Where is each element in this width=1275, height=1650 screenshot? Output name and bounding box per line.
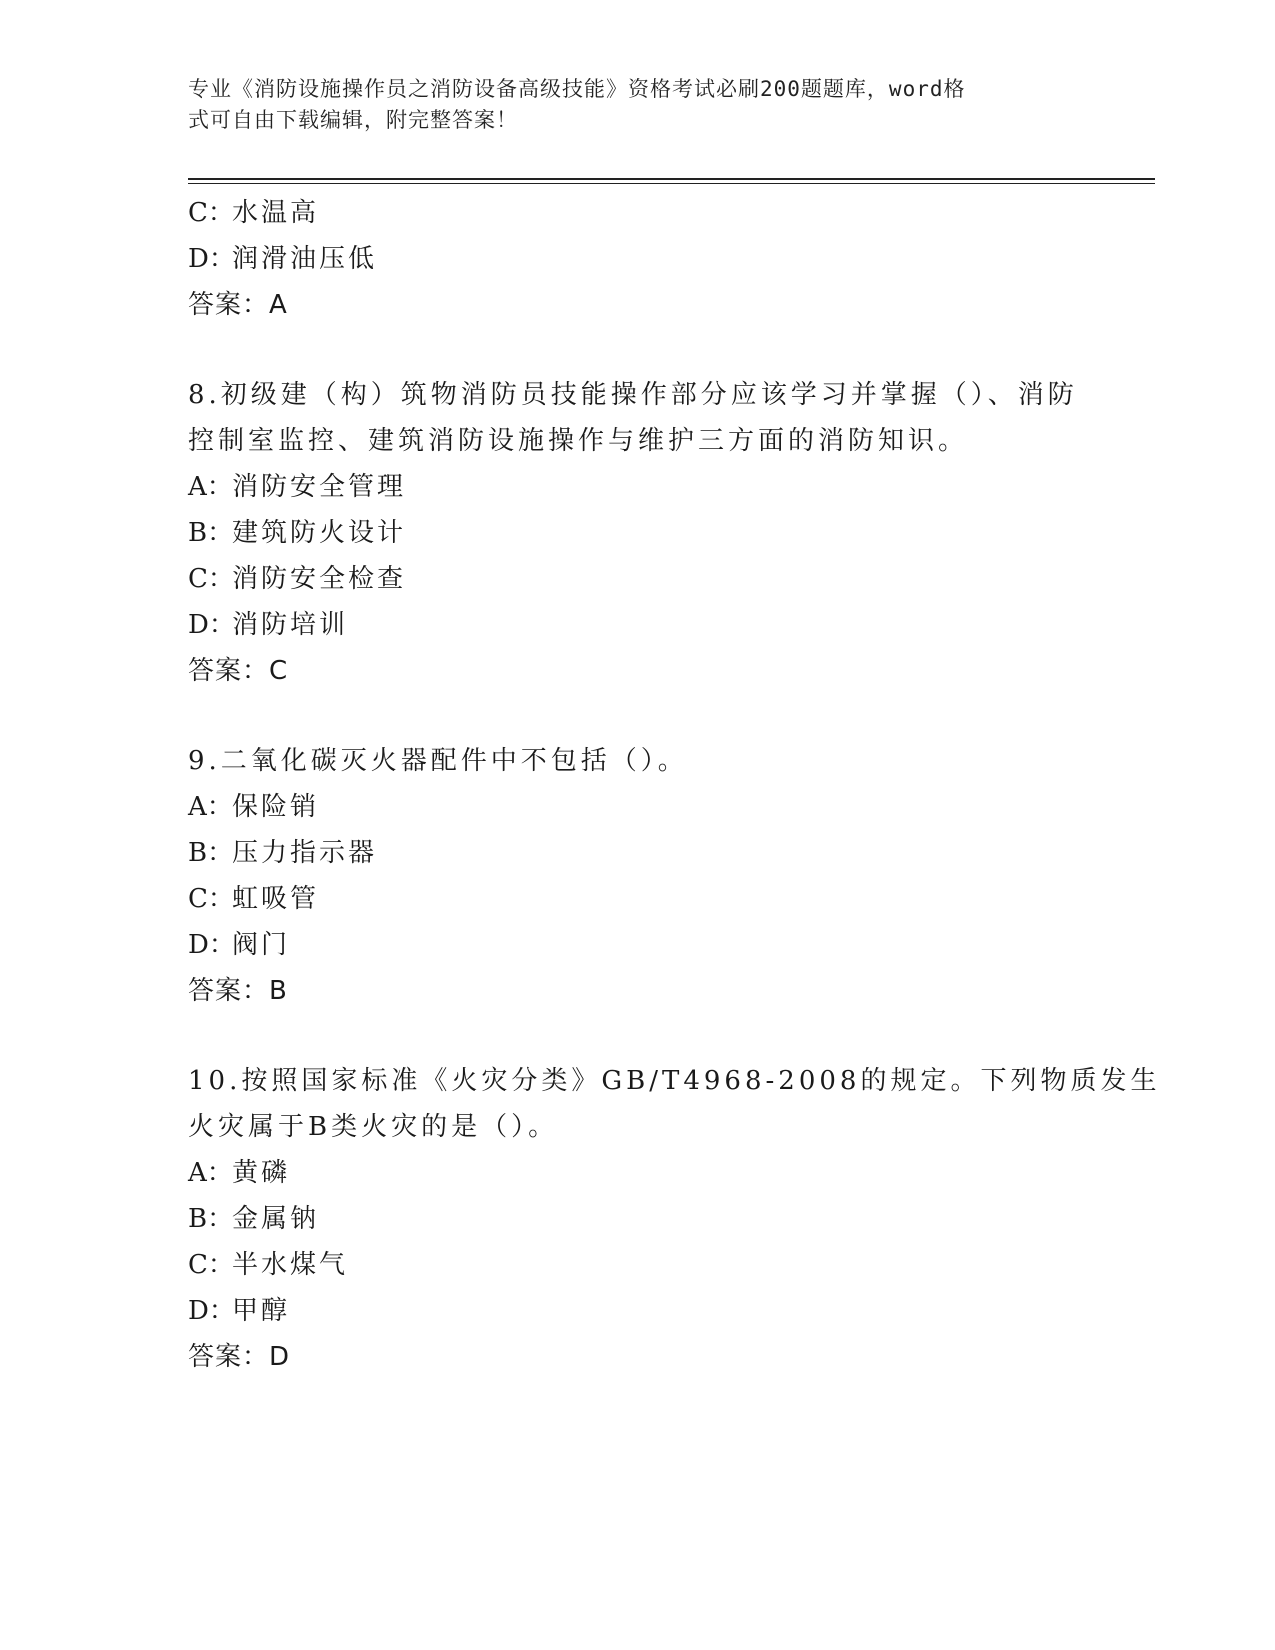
option-text: 消防培训 bbox=[232, 610, 349, 640]
answer-line: 答案：A bbox=[188, 290, 288, 320]
option-line bbox=[188, 1150, 1088, 1196]
option-key: C： bbox=[188, 1250, 234, 1280]
option-key: D： bbox=[188, 610, 235, 640]
option-line bbox=[188, 1196, 1088, 1242]
option-text: 润滑油压低 bbox=[232, 244, 378, 274]
option-line bbox=[188, 190, 1088, 236]
header-rule-thick bbox=[188, 178, 1155, 180]
option-line bbox=[188, 876, 1088, 922]
option-text: 保险销 bbox=[232, 792, 320, 822]
question-8 bbox=[188, 372, 1088, 694]
document-body bbox=[188, 190, 1161, 1380]
option-line bbox=[188, 602, 1088, 648]
question-10 bbox=[188, 1058, 1161, 1380]
option-key: D： bbox=[188, 930, 235, 960]
option-key: C： bbox=[188, 198, 234, 228]
header-line-2: 式可自由下载编辑，附完整答案！ bbox=[188, 108, 518, 132]
question-stem: 火灾属于B类火灾的是（）。 bbox=[188, 1112, 559, 1142]
option-key: A： bbox=[188, 472, 233, 502]
option-text: 金属钠 bbox=[232, 1204, 320, 1234]
header-rule-thin bbox=[188, 183, 1155, 184]
option-line bbox=[188, 784, 1088, 830]
answer-line: 答案：C bbox=[188, 656, 289, 686]
option-text: 半水煤气 bbox=[232, 1250, 349, 1280]
option-text: 消防安全管理 bbox=[232, 472, 407, 502]
answer-line: 答案：D bbox=[188, 1342, 291, 1372]
option-key: D： bbox=[188, 244, 235, 274]
question-stem: 8.初级建（构）筑物消防员技能操作部分应该学习并掌握（）、消防 bbox=[188, 380, 1078, 410]
option-line bbox=[188, 464, 1088, 510]
option-text: 建筑防火设计 bbox=[232, 518, 407, 548]
option-line bbox=[188, 830, 1088, 876]
question-stem: 10.按照国家标准《火灾分类》GB/T4968-2008的规定。下列物质发生 bbox=[188, 1066, 1161, 1096]
option-text: 黄磷 bbox=[232, 1158, 291, 1188]
question-fragment bbox=[188, 190, 1088, 328]
option-text: 甲醇 bbox=[232, 1296, 291, 1326]
option-text: 压力指示器 bbox=[232, 838, 378, 868]
option-key: C： bbox=[188, 884, 234, 914]
option-key: A： bbox=[188, 792, 233, 822]
question-stem: 控制室监控、建筑消防设施操作与维护三方面的消防知识。 bbox=[188, 426, 969, 456]
option-text: 水温高 bbox=[232, 198, 320, 228]
option-line bbox=[188, 1288, 1088, 1334]
option-key: B： bbox=[188, 518, 234, 548]
document-header bbox=[188, 74, 1068, 136]
option-text: 虹吸管 bbox=[232, 884, 320, 914]
option-key: A： bbox=[188, 1158, 233, 1188]
header-line-1: 专业《消防设施操作员之消防设备高级技能》资格考试必刷200题题库，word格 bbox=[188, 77, 966, 101]
option-line bbox=[188, 510, 1088, 556]
option-key: C： bbox=[188, 564, 234, 594]
question-9 bbox=[188, 738, 1088, 1014]
option-line bbox=[188, 556, 1088, 602]
option-key: B： bbox=[188, 838, 234, 868]
option-line bbox=[188, 236, 1088, 282]
option-line bbox=[188, 1242, 1088, 1288]
answer-line: 答案：B bbox=[188, 976, 288, 1006]
option-text: 消防安全检查 bbox=[232, 564, 407, 594]
question-stem: 9.二氧化碳灭火器配件中不包括（）。 bbox=[188, 746, 688, 776]
option-line bbox=[188, 922, 1088, 968]
option-text: 阀门 bbox=[232, 930, 291, 960]
option-key: D： bbox=[188, 1296, 235, 1326]
option-key: B： bbox=[188, 1204, 234, 1234]
